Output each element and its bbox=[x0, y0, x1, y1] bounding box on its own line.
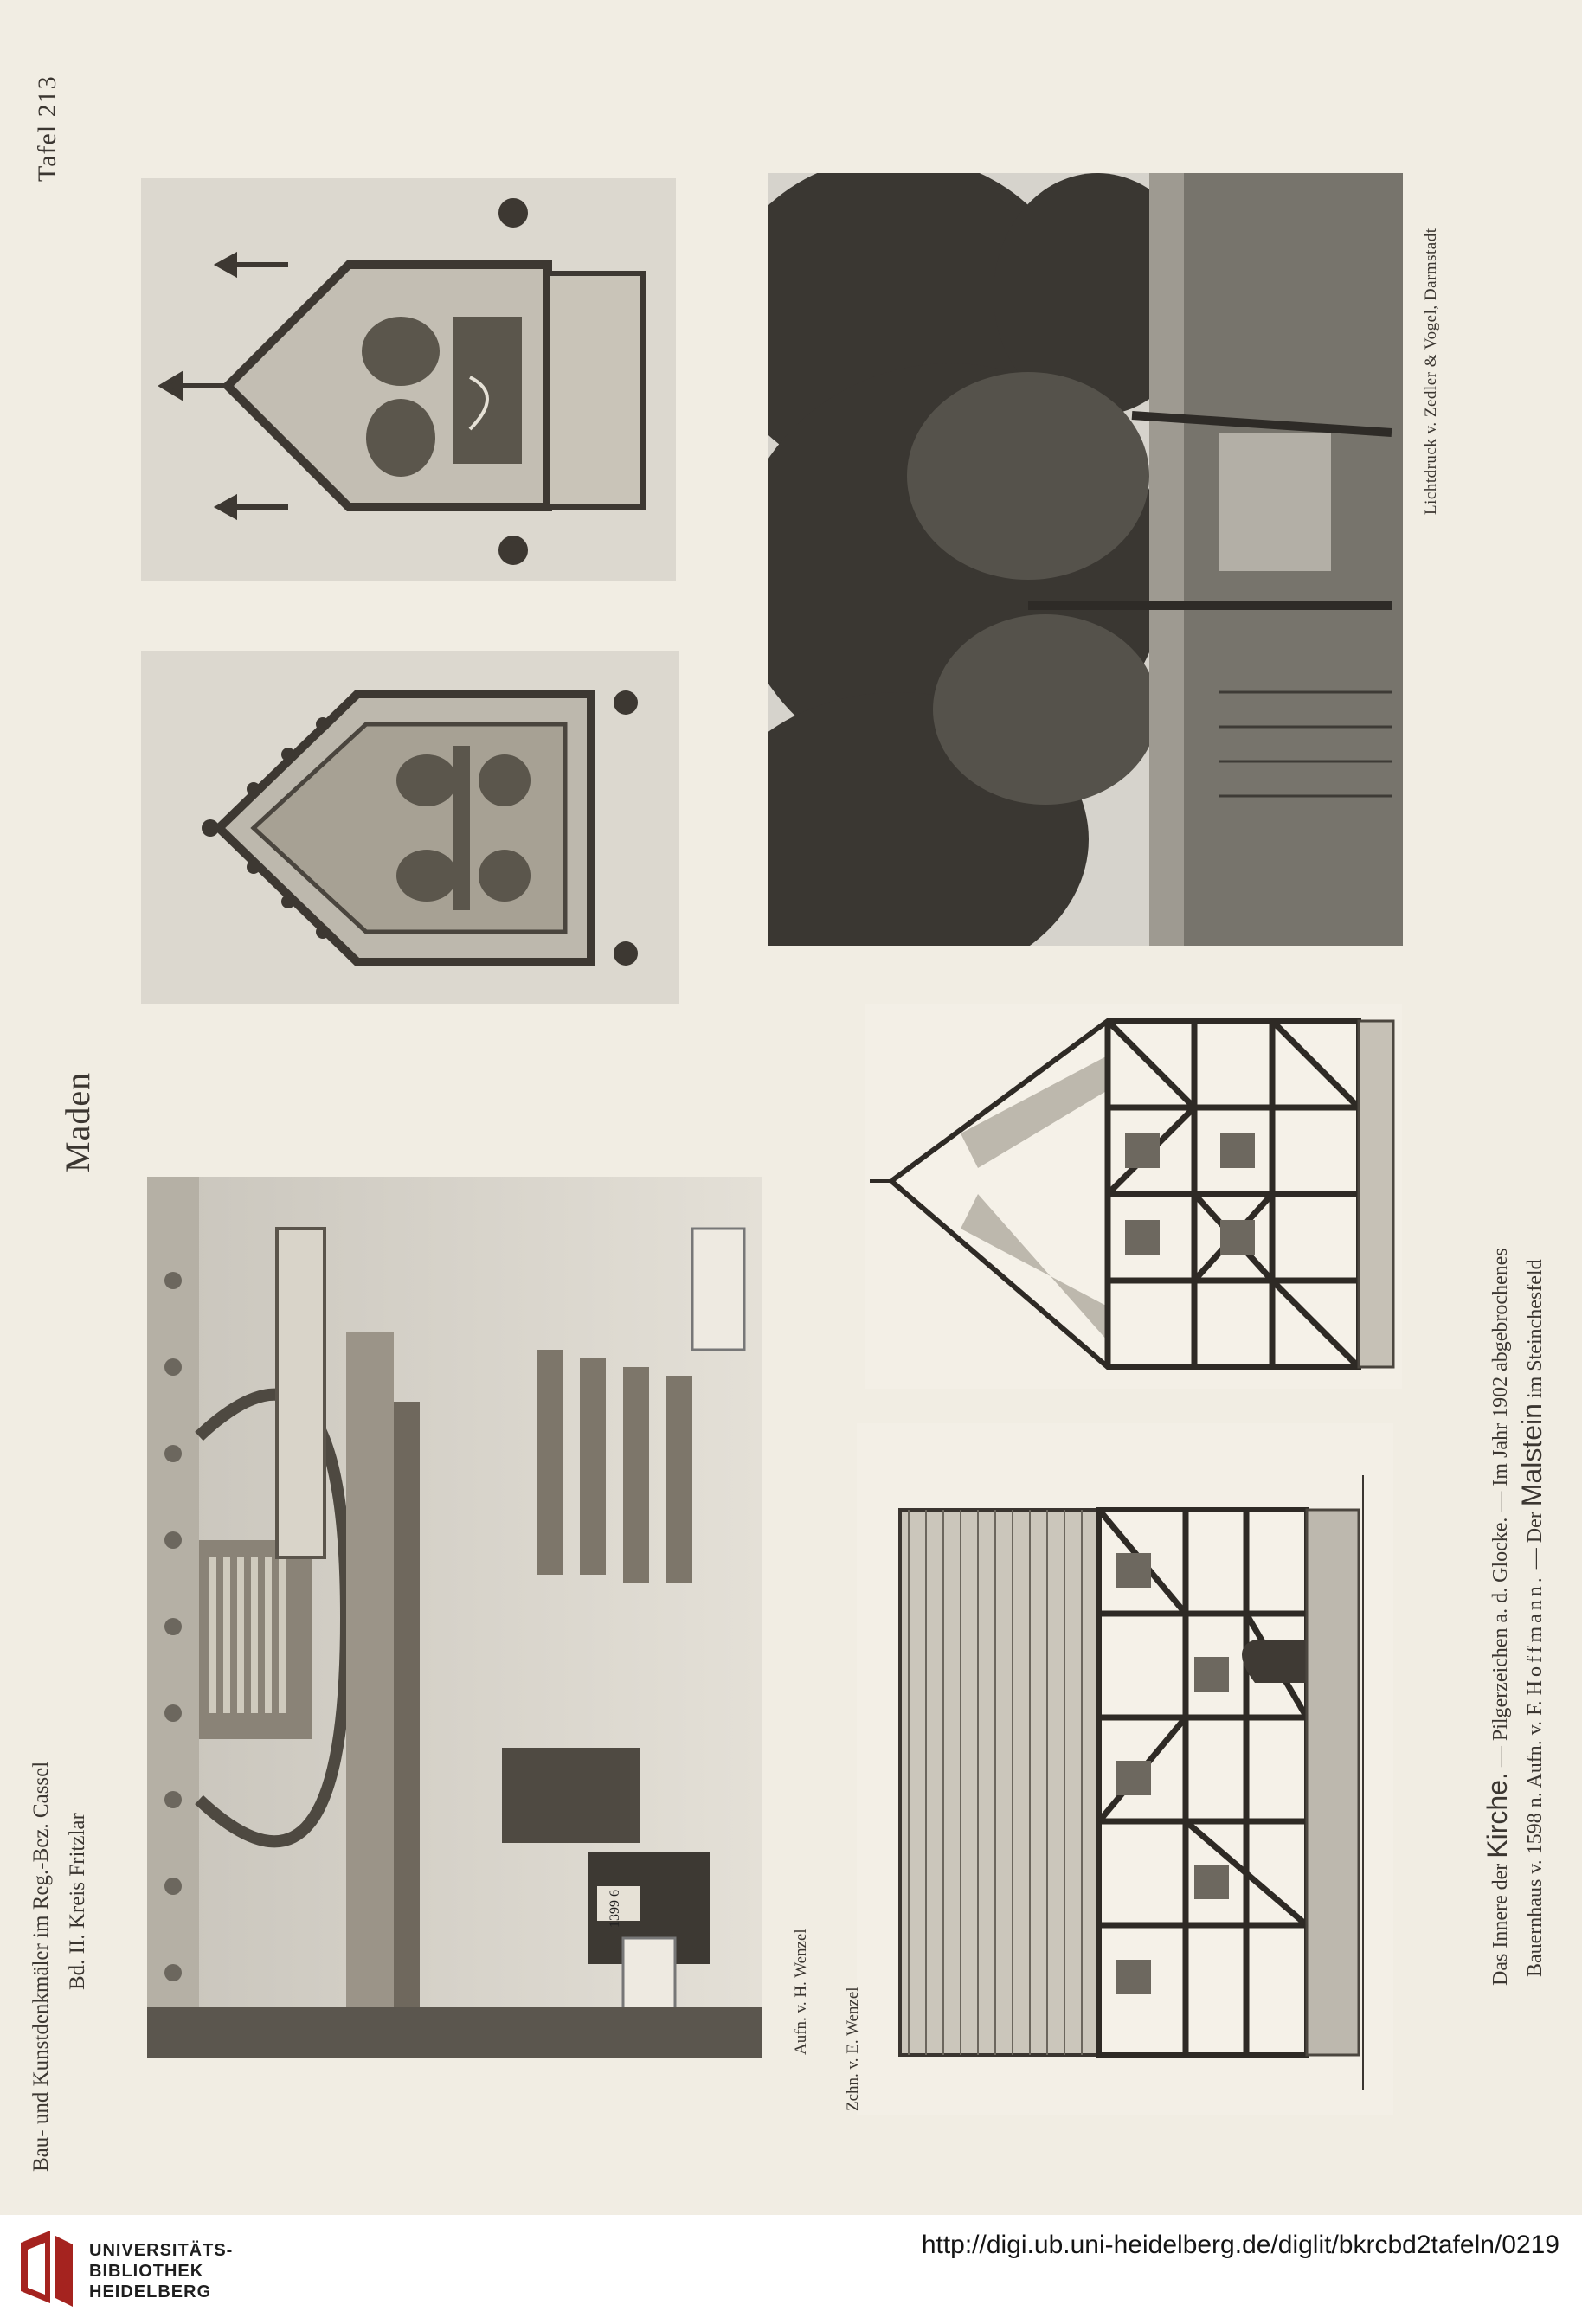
farmhouse-gable-elevation bbox=[865, 1004, 1402, 1389]
caption-emphasis-kirche: Kirche. bbox=[1482, 1772, 1513, 1859]
pilgrim-badge-image-2 bbox=[141, 178, 676, 581]
drawing-credit: Zchn. v. E. Wenzel bbox=[844, 1987, 862, 2111]
place-name: Maden bbox=[58, 1071, 97, 1172]
farmhouse-side-elevation bbox=[857, 1423, 1393, 2115]
church-interior-image bbox=[147, 1177, 762, 2058]
caption-emphasis-hoffmann: Hoffmann. bbox=[1524, 1574, 1547, 1696]
church-interior-photo bbox=[147, 1177, 762, 2058]
caption-line-1 bbox=[1482, 1248, 1514, 1986]
printer-credit: Lichtdruck v. Zedler & Vogel, Darmstadt bbox=[1422, 228, 1440, 515]
library-name-line-1: UNIVERSITÄTS- bbox=[89, 2241, 234, 2260]
caption-text: — Pilgerzeichen a. d. Glocke. — Im Jahr 1902 abgebrochenes bbox=[1489, 1248, 1512, 1773]
caption-line-2 bbox=[1516, 1259, 1548, 1977]
library-name-line-3: HEIDELBERG bbox=[89, 2282, 212, 2302]
malstein-landscape-image bbox=[768, 173, 1403, 946]
caption-text: Bauernhaus v. 1598 n. Aufn. v. F. bbox=[1524, 1695, 1547, 1977]
malstein-photo bbox=[768, 173, 1403, 946]
pilgrim-badge-photo-2 bbox=[141, 178, 676, 581]
clock-label: 1399 6 bbox=[608, 1890, 622, 1928]
caption-text: — Der bbox=[1524, 1506, 1547, 1575]
pilgrim-badge-photo-1 bbox=[141, 651, 679, 1004]
farmhouse-side-drawing bbox=[857, 1423, 1393, 2115]
farmhouse-gable-drawing bbox=[865, 1004, 1402, 1389]
university-library-logo-icon[interactable] bbox=[16, 2227, 78, 2310]
volume-title: Bd. II. Kreis Fritzlar bbox=[66, 1813, 89, 1990]
plate-number: Tafel 213 bbox=[33, 75, 61, 182]
interior-photo-credit: Aufn. v. H. Wenzel bbox=[792, 1929, 810, 2055]
caption-emphasis-malstein: Malstein bbox=[1516, 1403, 1547, 1507]
library-name-line-2: BIBLIOTHEK bbox=[89, 2262, 204, 2281]
caption-text: im Steinchesfeld bbox=[1524, 1259, 1547, 1404]
pilgrim-badge-image-1 bbox=[141, 651, 679, 1004]
caption-text: Das Innere der bbox=[1489, 1858, 1512, 1986]
series-title: Bau- und Kunstdenkmäler im Reg.-Bez. Cassel bbox=[29, 1761, 53, 2172]
permalink-url[interactable]: http://digi.ub.uni-heidelberg.de/diglit/bkrcbd2tafeln/0219 bbox=[921, 2231, 1559, 2259]
